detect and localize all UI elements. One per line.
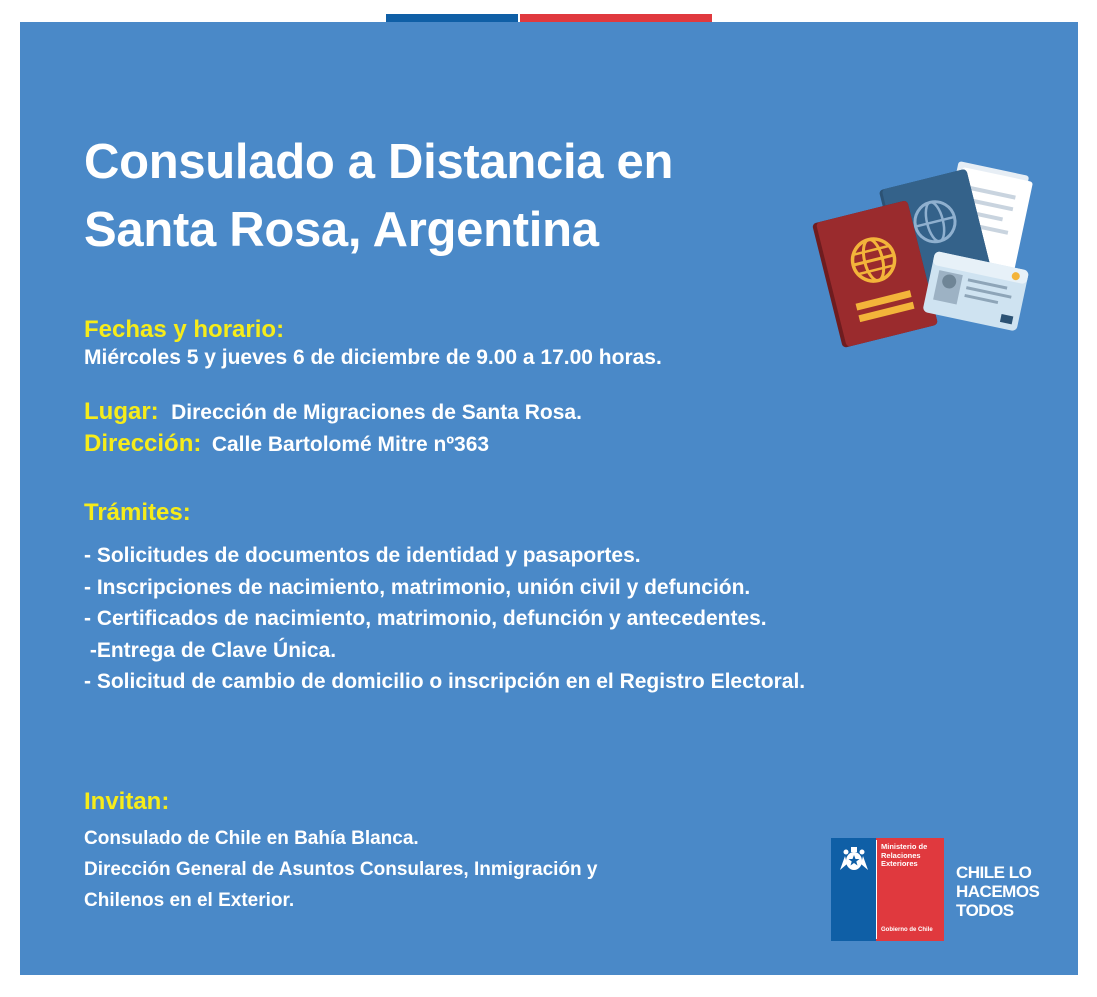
- slogan-line: HACEMOS: [956, 882, 1040, 901]
- direccion-value: Calle Bartolomé Mitre nº363: [211, 433, 490, 456]
- page-title: [84, 128, 673, 264]
- list-item: - Solicitudes de documentos de identidad y pasaportes.: [84, 544, 641, 567]
- lugar-section: [84, 398, 582, 426]
- direccion-section: [84, 430, 489, 458]
- fechas-section: [84, 316, 662, 370]
- invitan-list: [84, 823, 598, 916]
- invitan-label: Invitan:: [84, 788, 170, 815]
- direccion-label: Dirección:: [84, 430, 202, 457]
- coat-of-arms-icon: [837, 844, 871, 874]
- ministry-logo: [831, 838, 944, 941]
- list-item: -Entrega de Clave Única.: [84, 638, 337, 662]
- invitan-line: Chilenos en el Exterior.: [84, 890, 295, 911]
- lugar-value: Dirección de Migraciones de Santa Rosa.: [171, 401, 582, 424]
- logo-government-text: Gobierno de Chile: [881, 927, 933, 933]
- title-line-2: Santa Rosa, Argentina: [84, 203, 599, 257]
- logo-divider: [876, 840, 877, 939]
- logo-ministry-line: Relaciones: [881, 850, 921, 860]
- tramites-list: [84, 540, 805, 698]
- tramites-label: Trámites:: [84, 499, 191, 526]
- invitan-line: Consulado de Chile en Bahía Blanca.: [84, 828, 419, 849]
- list-item: - Solicitud de cambio de domicilio o inscripción en el Registro Electoral.: [84, 670, 806, 693]
- logo-ministry-text: [881, 843, 927, 869]
- list-item: - Inscripciones de nacimiento, matrimonio, unión civil y defunción.: [84, 575, 751, 599]
- invitan-line: Dirección General de Asuntos Consulares, Inmigración y: [84, 859, 598, 880]
- fechas-label: Fechas y horario:: [84, 316, 285, 343]
- slogan-line: CHILE LO: [956, 863, 1032, 882]
- slogan-line: TODOS: [956, 901, 1014, 920]
- fechas-value: Miércoles 5 y jueves 6 de diciembre de 9.00 a 17.00 horas.: [84, 346, 662, 369]
- list-item: - Certificados de nacimiento, matrimonio, defunción y antecedentes.: [84, 607, 767, 630]
- slogan: [956, 863, 1039, 920]
- lugar-label: Lugar:: [84, 398, 159, 425]
- logo-ministry-line: Ministerio de: [881, 842, 928, 851]
- passport-and-documents-icon: [810, 160, 1035, 350]
- logo-ministry-line: Exteriores: [881, 859, 918, 868]
- title-line-1: Consulado a Distancia en: [84, 135, 674, 189]
